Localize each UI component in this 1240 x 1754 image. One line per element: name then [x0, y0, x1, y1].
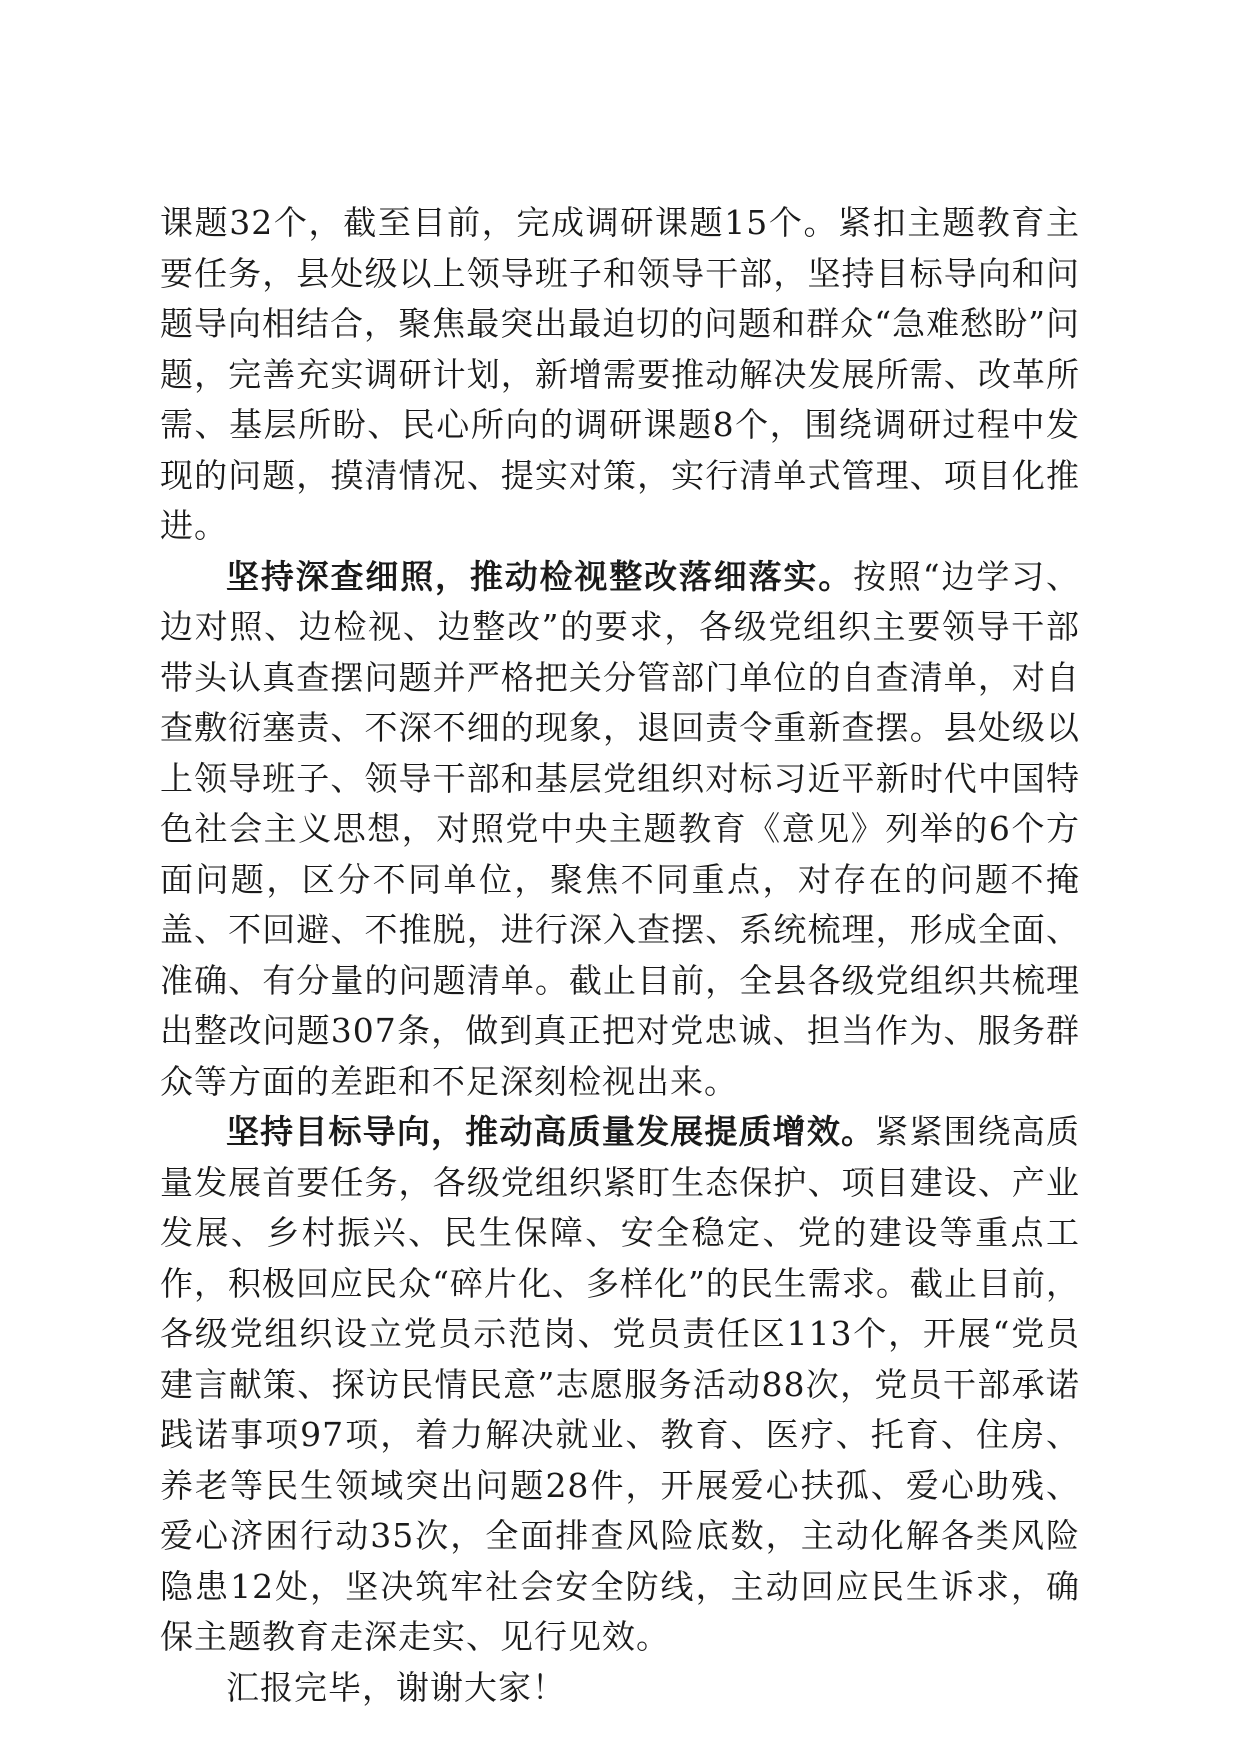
paragraph-text: 按照“边学习、边对照、边检视、边整改”的要求，各级党组织主要领导干部带头认真查摆问题并严格把关分管部门单位的自查清单，对自查敷衍塞责、不深不细的现象，退回责令重新查摆。县处级以上领导班子、领导干部和基层党组织对标习近平新时代中国特色社会主义思想，对照党中央主题教育《意见》列举的6个方面问题，区分不同单位，聚焦不同重点，对存在的问题不掩盖、不回避、不推脱，进行深入查摆、系统梳理，形成全面、准确、有分量的问题清单。截止目前，全县各级党组织共梳理出整改问题307条，做到真正把对党忠诚、担当作为、服务群众等方面的差距和不足深刻检视出来。 [160, 556, 1080, 1101]
paragraph-closing-remark [160, 1663, 1080, 1714]
document-body [160, 198, 1080, 1713]
paragraph-text: 汇报完毕，谢谢大家！ [226, 1667, 566, 1707]
paragraph-high-quality-development [160, 1107, 1080, 1663]
paragraph-text: 紧紧围绕高质量发展首要任务，各级党组织紧盯生态保护、项目建设、产业发展、乡村振兴、民生保障、安全稳定、党的建设等重点工作，积极回应民众“碎片化、多样化”的民生需求。截止目前，各级党组织设立党员示范岗、党员责任区113个，开展“党员建言献策、探访民情民意”志愿服务活动88次，党员干部承诺践诺事项97项，着力解决就业、教育、医疗、托育、住房、养老等民生领域突出问题28件，开展爱心扶孤、爱心助残、爱心济困行动35次，全面排查风险底数，主动化解各类风险隐患12处，坚决筑牢社会安全防线，主动回应民生诉求，确保主题教育走深走实、见行见效。 [160, 1112, 1081, 1656]
paragraph-inspection-rectification [160, 552, 1080, 1108]
paragraph-text: 课题32个，截至目前，完成调研课题15个。紧扣主题教育主要任务，县处级以上领导班子和领导干部，坚持目标导向和问题导向相结合，聚焦最突出最迫切的问题和群众“急难愁盼”问题，完善充实调研计划，新增需要推动解决发展所需、改革所需、基层所盼、民心所向的调研课题8个，围绕调研过程中发现的问题，摸清情况、提实对策，实行清单式管理、项目化推进。 [160, 203, 1080, 545]
paragraph-lead-heading: 坚持深查细照，推动检视整改落细落实。 [226, 556, 854, 596]
paragraph-research-topics [160, 198, 1080, 552]
paragraph-lead-heading: 坚持目标导向，推动高质量发展提质增效。 [226, 1112, 876, 1151]
